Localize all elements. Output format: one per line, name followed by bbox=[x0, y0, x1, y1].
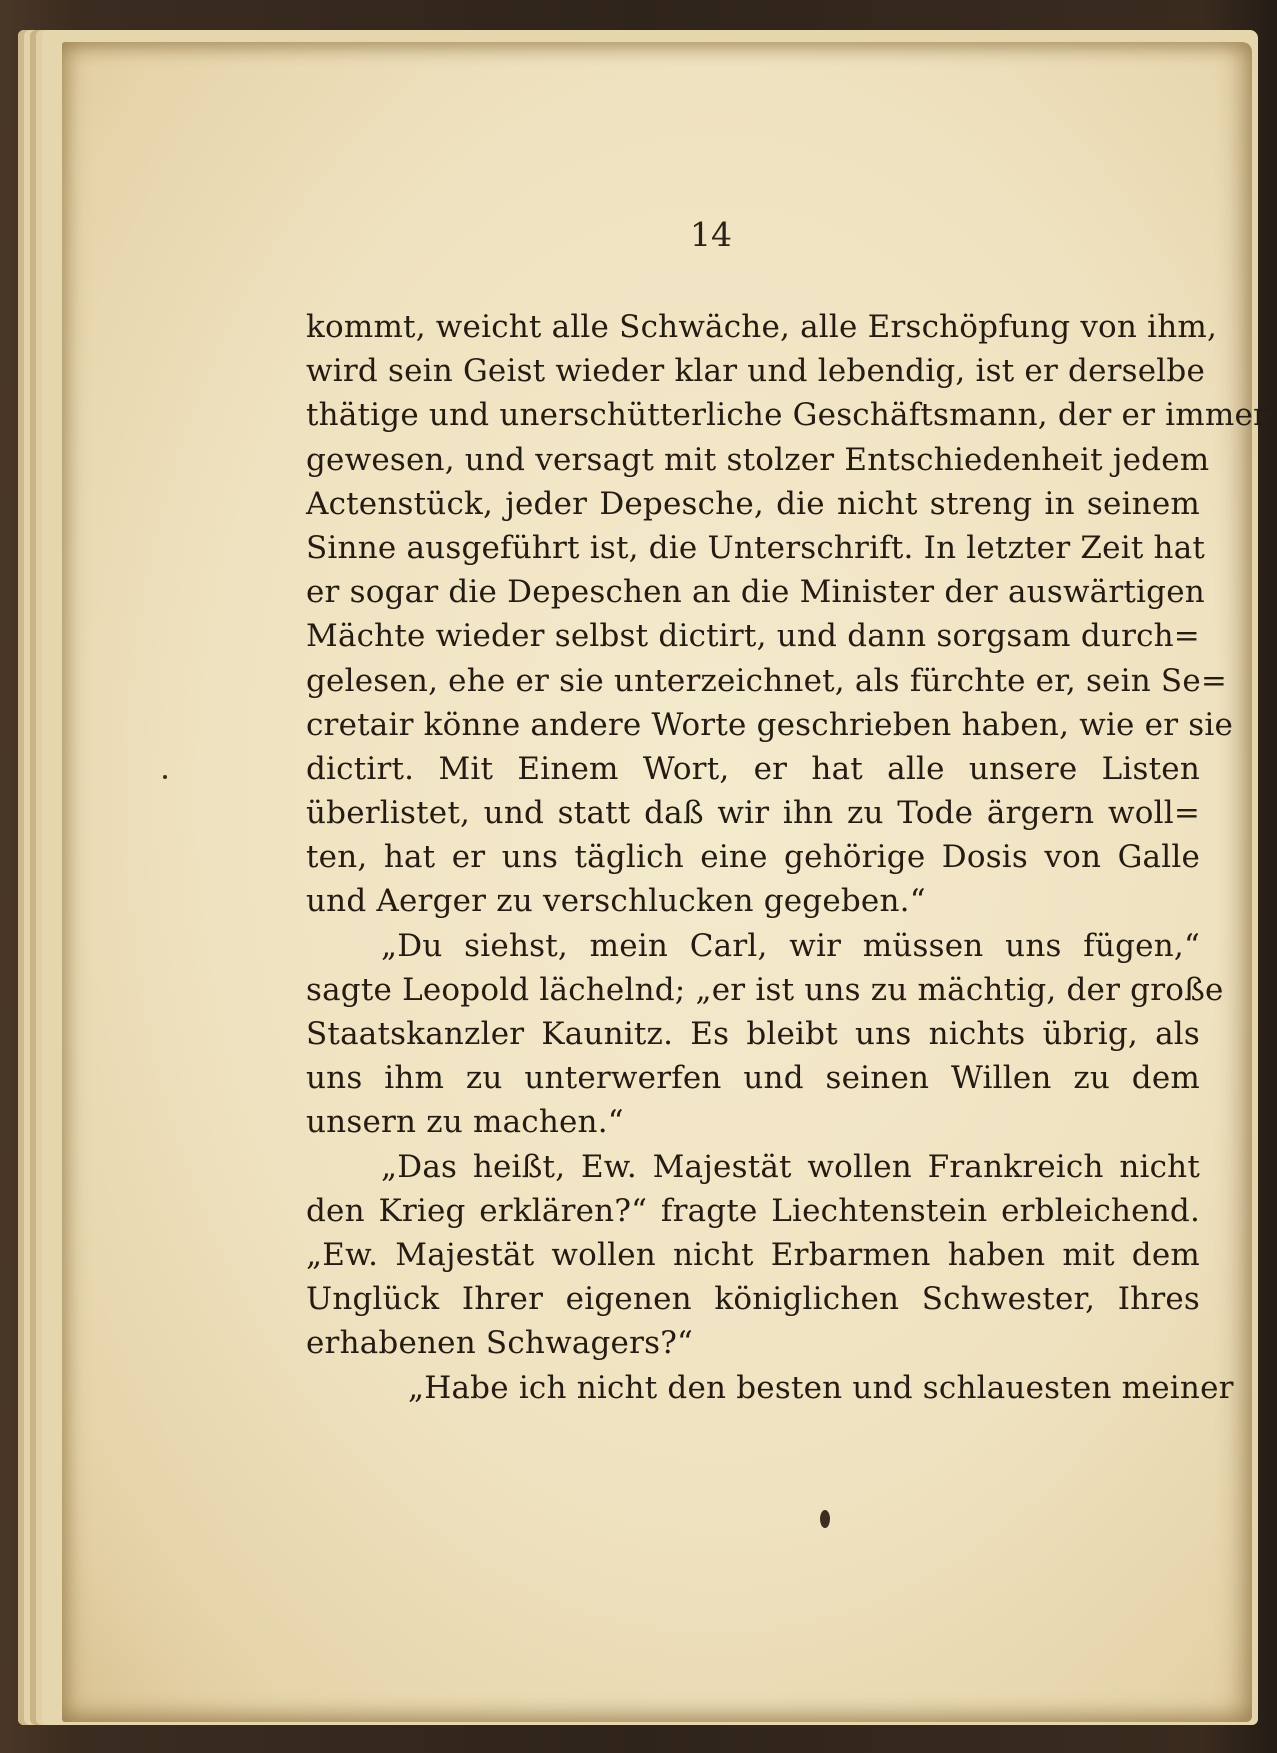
text-line: Unglück Ihrer eigenen königlichen Schwester, Ihres bbox=[306, 1281, 1200, 1318]
text-line: „Ew. Majestät wollen nicht Erbarmen haben mit dem bbox=[306, 1236, 1200, 1273]
text-line: Mächte wieder selbst dictirt, und dann sorgsam durch= bbox=[306, 618, 1200, 655]
text-line: uns ihm zu unterwerfen und seinen Willen zu dem bbox=[306, 1060, 1200, 1097]
text-line: Staatskanzler Kaunitz. Es bleibt uns nichts übrig, als bbox=[306, 1016, 1200, 1052]
text-line: kommt, weicht alle Schwäche, alle Erschöpfung von ihm, bbox=[306, 309, 1218, 345]
text-line: er sogar die Depeschen an die Minister der auswärtigen bbox=[306, 574, 1205, 611]
text-line: Actenstück, jeder Depesche, die nicht streng in seinem bbox=[306, 485, 1200, 522]
ink-speck bbox=[163, 775, 167, 779]
body-text bbox=[306, 305, 1269, 1410]
page-number: 14 bbox=[690, 215, 732, 254]
text-line: unsern zu machen.“ bbox=[306, 1104, 624, 1141]
text-line: überlistet, und statt daß wir ihn zu Tode ärgern woll= bbox=[306, 795, 1200, 832]
text-line: „Das heißt, Ew. Majestät wollen Frankreich nicht bbox=[381, 1148, 1200, 1185]
text-line: gewesen, und versagt mit stolzer Entschiedenheit jedem bbox=[306, 441, 1210, 478]
text-line: cretair könne andere Worte geschrieben haben, wie er sie bbox=[306, 706, 1234, 743]
text-line: dictirt. Mit Einem Wort, er hat alle unsere Listen bbox=[306, 750, 1200, 787]
text-line: gelesen, ehe er sie unterzeichnet, als fürchte er, sein Se= bbox=[306, 662, 1228, 699]
ink-speck bbox=[820, 1510, 830, 1528]
text-line: thätige und unerschütterliche Geschäftsmann, der er immer bbox=[306, 397, 1269, 434]
text-line: „Habe ich nicht den besten und schlauesten meiner bbox=[408, 1369, 1234, 1406]
text-line: ten, hat er uns täglich eine gehörige Dosis von Galle bbox=[306, 839, 1200, 876]
text-line: „Du siehst, mein Carl, wir müssen uns fügen,“ bbox=[381, 927, 1200, 964]
text-line: wird sein Geist wieder klar und lebendig, ist er derselbe bbox=[306, 353, 1205, 390]
text-line: sagte Leopold lächelnd; „er ist uns zu mächtig, der große bbox=[306, 971, 1224, 1008]
text-line: Sinne ausgeführt ist, die Unterschrift. In letzter Zeit hat bbox=[306, 529, 1206, 566]
text-line: und Aerger zu verschlucken gegeben.“ bbox=[306, 883, 926, 920]
text-line: den Krieg erklären?“ fragte Liechtenstein erbleichend. bbox=[306, 1192, 1200, 1229]
text-line: erhabenen Schwagers?“ bbox=[306, 1325, 694, 1362]
